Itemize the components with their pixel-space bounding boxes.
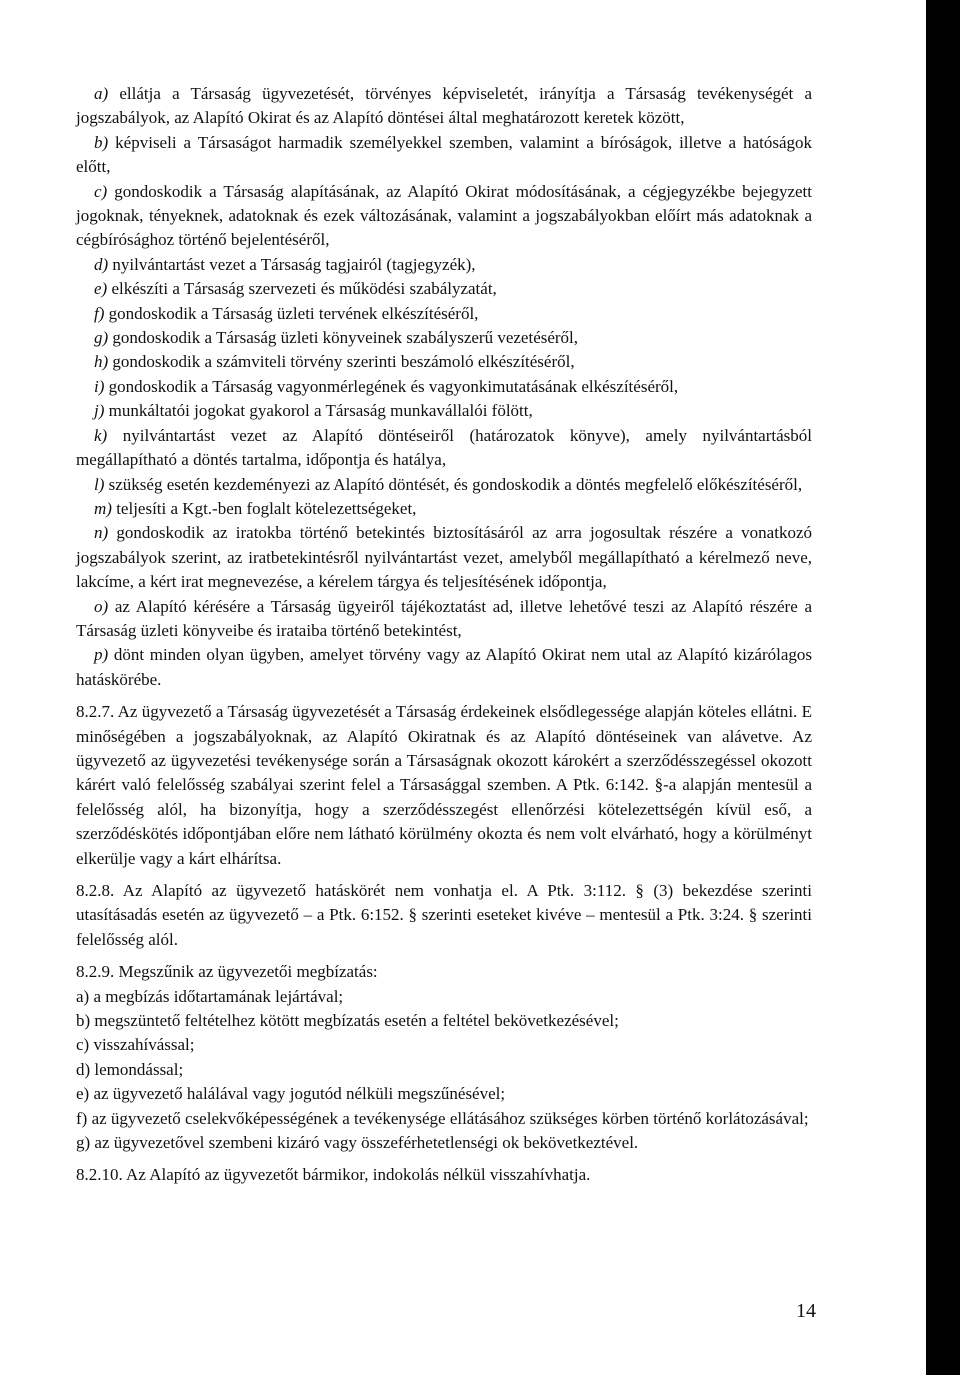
- section-8-2-9-title: 8.2.9. Megszűnik az ügyvezetői megbízatás:: [76, 962, 378, 982]
- item-d: [76, 253, 812, 277]
- item-letter: m): [94, 498, 112, 518]
- item-m: [76, 497, 812, 521]
- item-text: gondoskodik a Társaság alapításának, az Alapító Okirat módosításának, a cégjegyzékbe bejegyzett jogoknak, tényeknek, adatoknak és ezek változásának, valamint a jogszabályokban előírt más adatoknak a cégbírósághoz történő bejelentéséről,: [76, 181, 812, 250]
- item-letter: l): [94, 474, 105, 494]
- item-text: dönt minden olyan ügyben, amelyet törvény vagy az Alapító Okirat nem utal az Alapító kizárólagos hatáskörébe.: [76, 645, 813, 689]
- item-text: az Alapító kérésére a Társaság ügyeiről tájékoztatást ad, illetve lehetővé teszi az Alapító részére a Társaság üzleti könyveibe és irataiba történő betekintést,: [76, 596, 812, 640]
- item-b: [76, 131, 812, 180]
- item-letter: i): [94, 376, 105, 396]
- item-letter: c): [94, 181, 108, 201]
- item-letter: n): [94, 523, 109, 543]
- item-k: [76, 424, 812, 473]
- item-e: [76, 277, 812, 301]
- item-o: [76, 595, 812, 644]
- item-text: szükség esetén kezdeményezi az Alapító döntését, és gondoskodik a döntés megfelelő előkészítéséről,: [108, 474, 803, 494]
- scan-edge-bar: [926, 0, 960, 1375]
- item-text: gondoskodik a Társaság vagyonmérlegének és vagyonkimutatásának elkészítéséről,: [108, 376, 679, 396]
- termination-item-f: f) az ügyvezető cselekvőképességének a tevékenysége ellátásához szükséges körben történő korlátozásával;: [76, 1108, 809, 1128]
- section-8-2-8: 8.2.8. Az Alapító az ügyvezető hatáskörét nem vonhatja el. A Ptk. 3:112. § (3) bekezdése szerinti utasításadás esetén az ügyvezető – a Ptk. 6:152. § szerinti eseteket kivéve – mentesül a Ptk. 3:24. § szerinti felelősség alól.: [76, 881, 812, 949]
- item-text: gondoskodik a Társaság üzleti tervének elkészítéséről,: [108, 303, 479, 323]
- item-text: teljesíti a Kgt.-ben foglalt kötelezettségeket,: [116, 498, 417, 518]
- item-i: [76, 375, 812, 399]
- item-letter: a): [94, 84, 109, 103]
- item-letter: p): [94, 645, 109, 665]
- item-p: [76, 643, 812, 692]
- item-letter: h): [94, 352, 109, 372]
- item-letter: b): [94, 132, 109, 152]
- item-text: képviseli a Társaságot harmadik személyekkel szemben, valamint a bíróságok, illetve a hatóságok előtt,: [76, 132, 813, 177]
- termination-item-e: e) az ügyvezető halálával vagy jogutód nélküli megszűnésével;: [76, 1084, 506, 1104]
- item-n: [76, 521, 812, 594]
- item-text: elkészíti a Társaság szervezeti és működési szabályzatát,: [111, 279, 497, 299]
- section-8-2-10: 8.2.10. Az Alapító az ügyvezetőt bármikor, indokolás nélkül visszahívhatja.: [76, 1165, 591, 1185]
- item-g: [76, 326, 812, 350]
- item-c: [76, 180, 812, 253]
- item-letter: f): [94, 303, 105, 323]
- item-l: [76, 473, 812, 497]
- document-page: [76, 82, 812, 1188]
- termination-item-d: d) lemondással;: [76, 1059, 184, 1079]
- item-text: gondoskodik a számviteli törvény szerinti beszámoló elkészítéséről,: [112, 352, 575, 372]
- item-letter: j): [94, 401, 105, 421]
- item-letter: o): [94, 596, 109, 616]
- item-text: nyilvántartást vezet az Alapító döntéseiről (határozatok könyve), amely nyilvántartásból megállapítható a döntés tartalma, időpontja és hatálya,: [76, 425, 813, 470]
- item-h: [76, 350, 812, 374]
- termination-item-b: b) megszüntető feltételhez kötött megbízatás esetén a feltétel bekövetkezésével;: [76, 1011, 619, 1031]
- item-text: gondoskodik az iratokba történő betekintés biztosításáról az arra jogosultak részére a vonatkozó jogszabályok szerint, az iratbetekintésről nyilvántartást vezet, amelyből megállapítható a kérelmező neve, lakcíme, a kért irat megnevezése, a kérelem tárgya és teljesítésének időpontja,: [76, 523, 813, 592]
- section-8-2-9: [76, 960, 812, 1155]
- item-letter: d): [94, 254, 109, 274]
- item-f: [76, 302, 812, 326]
- item-a: [76, 82, 812, 131]
- item-letter: k): [94, 425, 108, 445]
- page-number: 14: [796, 1300, 816, 1322]
- item-letter: e): [94, 279, 108, 299]
- item-text: ellátja a Társaság ügyvezetését, törvényes képviseletét, irányítja a Társaság tevékenységét a jogszabályok, az Alapító Okirat és az Alapító döntései által meghatározott keretek között,: [76, 84, 813, 128]
- termination-item-a: a) a megbízás időtartamának lejártával;: [76, 986, 344, 1006]
- item-text: munkáltatói jogokat gyakorol a Társaság munkavállalói fölött,: [108, 401, 533, 421]
- termination-item-g: g) az ügyvezetővel szembeni kizáró vagy összeférhetetlenségi ok bekövetkeztével.: [76, 1133, 639, 1153]
- item-text: gondoskodik a Társaság üzleti könyveinek szabályszerű vezetéséről,: [112, 328, 579, 348]
- item-text: nyilvántartást vezet a Társaság tagjairól (tagjegyzék),: [112, 254, 476, 274]
- section-8-2-7: 8.2.7. Az ügyvezető a Társaság ügyvezetését a Társaság érdekeinek elsődlegessége alapján köteles ellátni. E minőségében a jogszabályoknak, az Alapító Okiratnak és az Alapító döntéseinek van alávetve. Az ügyvezető az ügyvezetési tevékenysége során a Társaságnak okozott károkért a szerződésszegéssel okozott kárért való felelősség szabályai szerint felel a Társasággal szemben. A Ptk. 6:142. §-a alapján mentesül a felelősség alól, ha bizonyítja, hogy a szerződésszegést ellenőrzési kötelezettségén kívül eső, a szerződéskötés időpontjában előre nem látható körülmény okozta és nem volt elvárható, hogy a körülményt elkerülje vagy a kárt elhárítsa.: [76, 702, 812, 868]
- item-letter: g): [94, 328, 109, 348]
- item-j: [76, 399, 812, 423]
- termination-item-c: c) visszahívással;: [76, 1035, 195, 1055]
